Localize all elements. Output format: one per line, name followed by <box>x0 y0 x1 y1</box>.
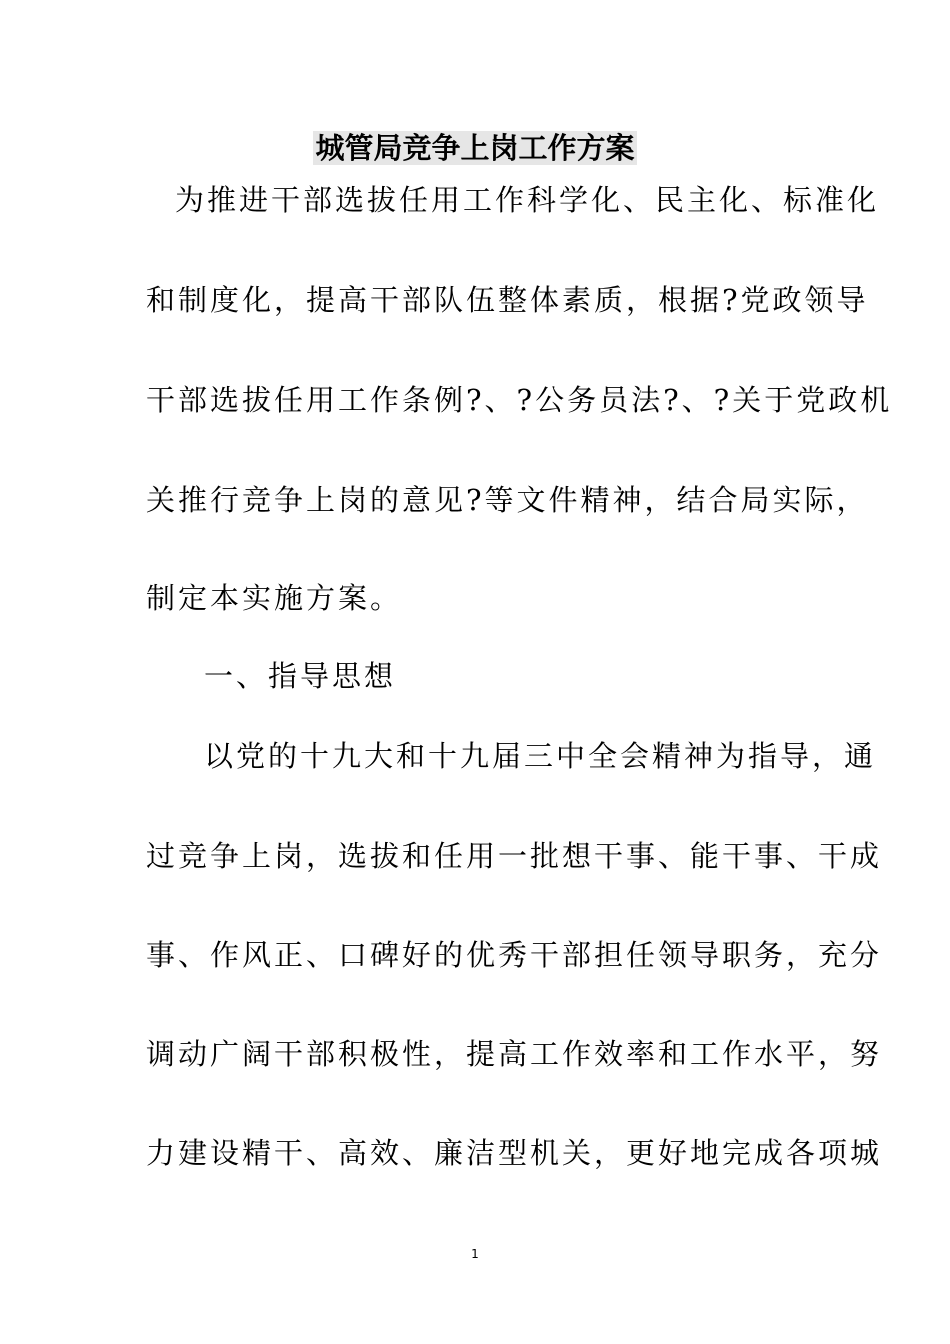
paragraph-line-9: 调动广阔干部积极性，提高工作效率和工作水平，努 <box>146 1037 883 1071</box>
document-title <box>0 128 950 168</box>
page-number: 1 <box>471 1247 479 1261</box>
paragraph-line-7: 过竞争上岗，选拔和任用一批想干事、能干事、干成 <box>146 839 883 873</box>
paragraph-line-1: 为推进干部选拔任用工作科学化、民主化、标准化 <box>175 183 880 217</box>
document-title-text: 城管局竞争上岗工作方案 <box>315 131 635 165</box>
section-heading: 一、指导思想 <box>204 659 397 693</box>
paragraph-line-5: 制定本实施方案。 <box>146 581 403 615</box>
paragraph-line-4: 关推行竞争上岗的意见?等文件精神，结合局实际， <box>146 483 869 517</box>
paragraph-line-3: 干部选拔任用工作条例?、?公务员法?、?关于党政机 <box>146 383 893 417</box>
paragraph-line-2: 和制度化，提高干部队伍整体素质，根据?党政领导 <box>146 283 869 317</box>
paragraph-line-6: 以党的十九大和十九届三中全会精神为指导，通 <box>204 739 877 773</box>
paragraph-line-10: 力建设精干、高效、廉洁型机关，更好地完成各项城 <box>146 1136 883 1170</box>
paragraph-line-8: 事、作风正、口碑好的优秀干部担任领导职务，充分 <box>146 938 883 972</box>
